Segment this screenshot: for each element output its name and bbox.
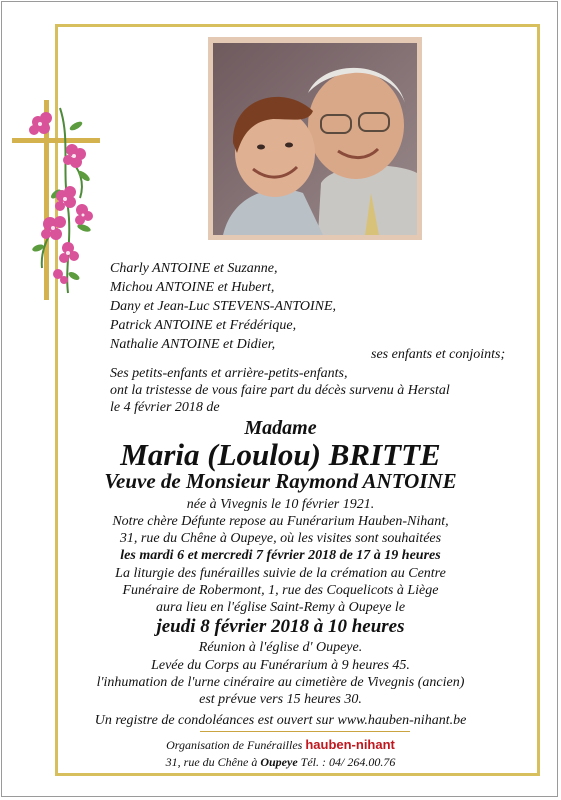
- family-line-1: Charly ANTOINE et Suzanne,: [110, 261, 278, 276]
- address-phone: Tél. : 04/ 264.00.76: [300, 755, 396, 769]
- rest-line-2: 31, rue du Chêne à Oupeye, où les visites sont souhaitées: [119, 531, 442, 546]
- liturgy-line-1: La liturgie des funérailles suivie de la crémation au Centre: [115, 566, 446, 581]
- footer-org: [0, 737, 561, 753]
- address-street: 31, rue du Chêne à: [165, 755, 258, 769]
- address-town: Oupeye: [260, 755, 298, 769]
- meeting-line: Réunion à l'église d' Oupeye.: [198, 640, 363, 655]
- family-line-2: Michou ANTOINE et Hubert,: [110, 280, 275, 295]
- deceased-title: Madame: [244, 417, 317, 439]
- intro-line-3: le 4 février 2018 de: [110, 400, 220, 415]
- intro-line-2: ont la tristesse de vous faire part du décès survenu à Herstal: [110, 383, 450, 398]
- footer-org-label: Organisation de Funérailles: [166, 738, 303, 752]
- deceased-name: Maria (Loulou) BRITTE: [120, 437, 441, 472]
- widow-of: Veuve de Monsieur Raymond ANTOINE: [104, 469, 457, 493]
- funeral-date: jeudi 8 février 2018 à 10 heures: [156, 616, 405, 637]
- family-line-3: Dany et Jean-Luc STEVENS-ANTOINE,: [110, 299, 337, 314]
- flowered-cross-icon: [10, 98, 105, 303]
- inhumation-line-1: l'inhumation de l'urne cinéraire au cimetière de Vivegnis (ancien): [96, 675, 465, 690]
- couple-photo: [213, 43, 417, 235]
- liturgy-line-3: aura lieu en l'église Saint-Remy à Oupeye le: [155, 600, 406, 615]
- intro-line-1: Ses petits-enfants et arrière-petits-enfants,: [110, 366, 348, 381]
- family-line-4: Patrick ANTOINE et Frédérique,: [110, 318, 297, 333]
- footer-divider: [200, 731, 410, 732]
- levee-line: Levée du Corps au Funérarium à 9 heures 45.: [151, 658, 410, 673]
- register-line: Un registre de condoléances est ouvert sur www.hauben-nihant.be: [94, 713, 467, 728]
- children-suffix: ses enfants et conjoints;: [371, 347, 506, 362]
- photo-frame: [208, 37, 422, 240]
- footer-address: [0, 754, 561, 770]
- brand-name: hauben-nihant: [305, 737, 395, 752]
- born-line: née à Vivegnis le 10 février 1921.: [186, 497, 375, 512]
- visits-line: les mardi 6 et mercredi 7 février 2018 de 17 à 19 heures: [120, 548, 441, 563]
- liturgy-line-2: Funéraire de Robermont, 1, rue des Coquelicots à Liège: [122, 583, 439, 598]
- family-line-5: Nathalie ANTOINE et Didier,: [110, 337, 276, 352]
- inhumation-line-2: est prévue vers 15 heures 30.: [199, 692, 362, 707]
- rest-line-1: Notre chère Défunte repose au Funérarium Hauben-Nihant,: [112, 514, 449, 529]
